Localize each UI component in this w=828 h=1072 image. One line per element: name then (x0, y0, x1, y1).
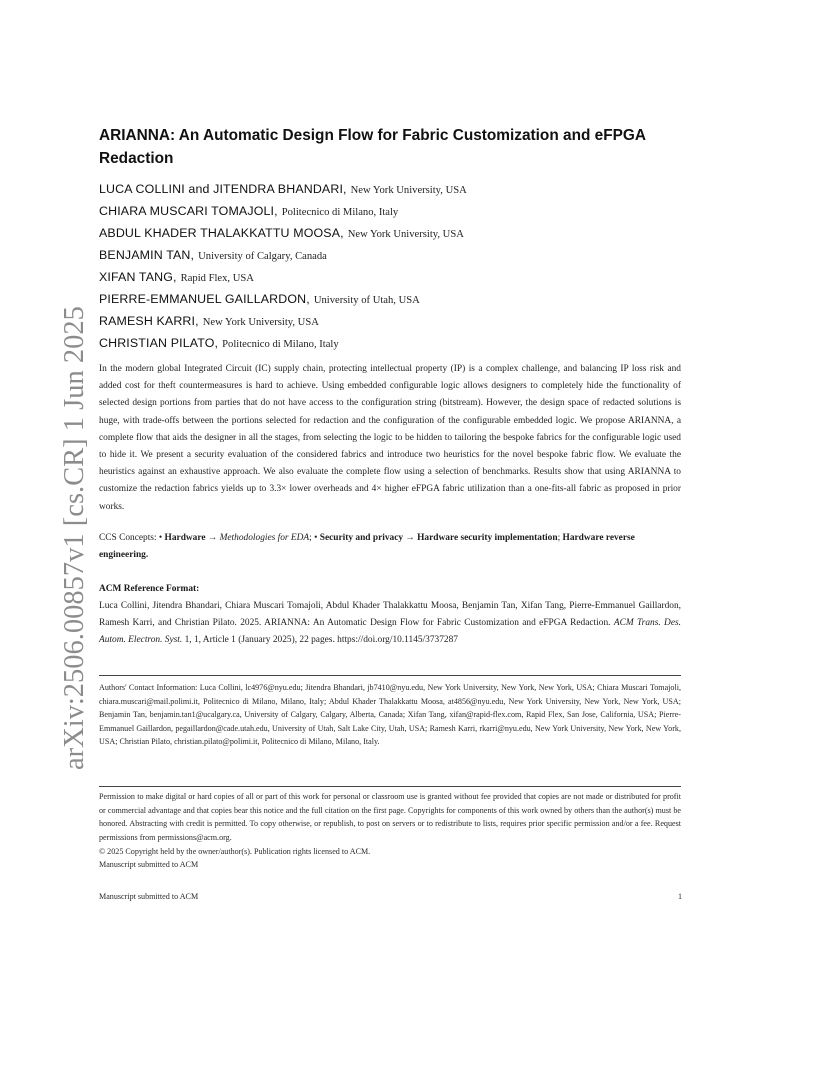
acm-reference-tail: 1, 1, Article 1 (January 2025), 22 pages. https://doi.org/10.1145/3737287 (184, 635, 458, 646)
ccs-security: Security and privacy (319, 533, 404, 543)
author-name: LUCA COLLINI and JITENDRA BHANDARI, (99, 182, 347, 196)
contact-divider (99, 675, 681, 676)
author-name: PIERRE-EMMANUEL GAILLARDON, (99, 292, 310, 306)
arxiv-side-identifier-container (18, 306, 90, 770)
ccs-hardware: Hardware (164, 533, 206, 543)
acm-reference-authors: Luca Collini, Jitendra Bhandari, Chiara Muscari Tomajoli, Abdul Khader Thalakkattu Moosa, Benjamin Tan, Xifan Tang, Pierre-Emmanuel Gaillardon, Ramesh Karri, and Christian Pilato. 2025. ARIANNA: An Automatic Design Flow for Fabric Customization and eFPGA Redaction. (99, 601, 681, 629)
ccs-reverse-engineering: Hardware reverse engineering. (99, 533, 635, 561)
author-affiliation: Rapid Flex, USA (180, 273, 254, 284)
author-line (99, 178, 719, 200)
paper-title: ARIANNA: An Automatic Design Flow for Fabric Customization and eFPGA Redaction (99, 127, 646, 167)
author-affiliation: New York University, USA (350, 185, 467, 196)
author-line (99, 244, 719, 266)
page-number: 1 (677, 892, 682, 901)
author-affiliation: New York University, USA (347, 229, 464, 240)
ccs-concepts: CCS Concepts: • Hardware → Methodologies for EDA; • Security and privacy → Hardware security implementation; Hardware reverse engineering. (99, 533, 635, 561)
copyright-notice: © 2025 Copyright held by the owner/author(s). Publication rights licensed to ACM. (99, 847, 371, 856)
author-name: RAMESH KARRI, (99, 314, 199, 328)
author-name: CHIARA MUSCARI TOMAJOLI, (99, 204, 278, 218)
author-name: BENJAMIN TAN, (99, 248, 195, 262)
author-line (99, 288, 719, 310)
author-name: XIFAN TANG, (99, 270, 177, 284)
author-name: ABDUL KHADER THALAKKATTU MOOSA, (99, 226, 344, 240)
author-affiliation: University of Utah, USA (313, 295, 420, 306)
author-list (99, 178, 719, 354)
author-line (99, 266, 719, 288)
manuscript-note: Manuscript submitted to ACM (99, 860, 199, 869)
ccs-arrow: → (405, 533, 415, 543)
acm-reference-journal: ACM Trans. Des. Autom. Electron. Syst. (99, 618, 681, 646)
ccs-methodologies: Methodologies for EDA (219, 533, 310, 543)
author-affiliation: Politecnico di Milano, Italy (222, 339, 339, 350)
ccs-arrow: → (207, 533, 218, 543)
author-affiliation: New York University, USA (202, 317, 319, 328)
permission-notice: Permission to make digital or hard copies of all or part of this work for personal or classroom use is granted without fee provided that copies are not made or distributed for profit or commercial advantage and that copies bear this notice and the full citation on the first page. Copyrights for components of this work owned by others than the author(s) must be honored. Abstracting with credit is permitted. To copy otherwise, or republish, to post on servers or to redistribute to lists, requires prior specific permission and/or a fee. Request permissions from permissions@acm.org. (99, 792, 681, 842)
authors-contact-info: Authors' Contact Information: Luca Collini, lc4976@nyu.edu; Jitendra Bhandari, jb7410@nyu.edu, New York University, New York, New York, USA; Chiara Muscari Tomajoli, chiara.muscari@mail.polimi.it, Politecnico di Milano, Milano, Italy; Abdul Khader Thalakkattu Moosa, at4856@nyu.edu, New York University, New York, New York, USA; Benjamin Tan, benjamin.tan1@ucalgary.ca, University of Calgary, Calgary, Alberta, Canada; Xifan Tang, xifan@rapid-flex.com, Rapid Flex, San Jose, California, USA; Pierre-Emmanuel Gaillardon, pegaillardon@cade.utah.edu, University of Utah, Salt Lake City, Utah, USA; Ramesh Karri, rkarri@nyu.edu, New York University, New York, New York, USA; Christian Pilato, christian.pilato@polimi.it, Politecnico di Milano, Milano, Italy. (99, 683, 681, 747)
ccs-label: CCS Concepts: (99, 533, 157, 543)
author-affiliation: University of Calgary, Canada (198, 251, 327, 262)
author-line (99, 222, 719, 244)
author-name: CHRISTIAN PILATO, (99, 336, 219, 350)
abstract: In the modern global Integrated Circuit (IC) supply chain, protecting intellectual property (IP) is a complex challenge, and balancing IP loss risk and added cost for theft countermeasures is hard to achieve. Using embedded configurable logic allows designers to completely hide the functionality of selected design portions from parties that do not have access to the configuration string (bitstream). However, the design space of redacted solutions is huge, with trade-offs between the portions selected for redaction and the configuration of the configurable embedded logic. We propose ARIANNA, a complete flow that aids the designer in all the stages, from selecting the logic to be hidden to tailoring the bespoke fabrics for the configurable logic used to hide it. We present a security evaluation of the considered fabrics and introduce two heuristics for the novel bespoke fabric flow. We evaluate the heuristics against an exhaustive approach. We also evaluate the complete flow using a selection of benchmarks. Results show that using ARIANNA to customize the redaction fabrics yields up to 3.3× lower overheads and 4× higher eFPGA fabric utilization than a one-fits-all fabric as proposed in prior works. (99, 364, 681, 512)
author-line (99, 332, 719, 354)
acm-reference (99, 598, 681, 650)
author-affiliation: Politecnico di Milano, Italy (281, 207, 399, 218)
arxiv-side-identifier: arXiv:2506.00857v1 [cs.CR] 1 Jun 2025 (59, 306, 90, 770)
footer-manuscript: Manuscript submitted to ACM (99, 892, 199, 901)
author-line (99, 200, 719, 222)
ccs-hw-security: Hardware security implementation (417, 533, 558, 543)
acm-reference-heading: ACM Reference Format: (99, 584, 200, 594)
author-line (99, 310, 719, 332)
permission-divider (99, 786, 681, 787)
